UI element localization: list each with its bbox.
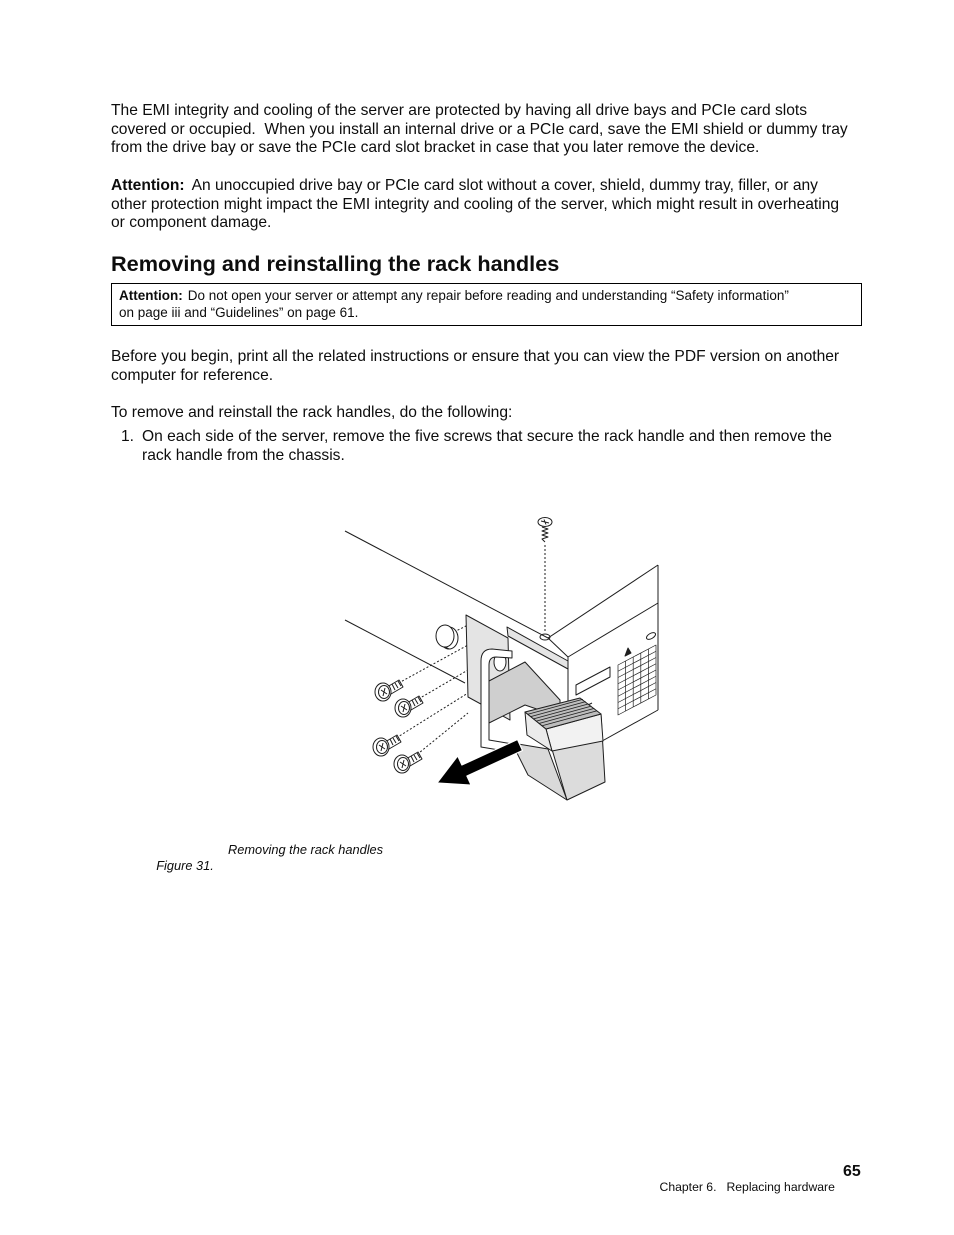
optical-drive-slot: [576, 667, 610, 695]
drive-bay-grid: [618, 645, 656, 715]
text-line: computer for reference.: [111, 366, 274, 384]
attention-text: An unoccupied drive bay or PCIe card slot without a cover, shield, dummy tray, filler, or any: [191, 177, 818, 194]
eject-indicator-icon: [625, 648, 631, 656]
text-line: Before you begin, print all the related instructions or ensure that you can view the PDF version on another: [111, 348, 840, 365]
section-heading: Removing and reinstalling the rack handles: [111, 251, 560, 276]
notice-line: [119, 287, 789, 304]
screw: [375, 680, 403, 701]
text-line: To remove and reinstall the rack handles, do the following:: [111, 404, 513, 421]
chapter-label: Chapter 6.: [659, 1180, 717, 1194]
power-button-icon: [645, 631, 656, 641]
notice-line: on page iii and “Guidelines” on page 61.: [119, 305, 359, 320]
removal-direction-arrow-icon: [437, 740, 523, 786]
bezel-top-edge: [568, 603, 658, 657]
rubber-plug: [436, 625, 458, 649]
top-screw: [538, 518, 552, 641]
figure-label: Figure 31.: [156, 858, 214, 873]
attention-paragraph: [111, 177, 839, 233]
text-line: from the drive bay or save the PCIe card slot bracket in case that you later remove the device.: [111, 139, 760, 157]
page-number: 65: [843, 1163, 861, 1180]
screw: [394, 752, 422, 773]
text-line: covered or occupied. When you install an internal drive or a PCIe card, save the EMI shield or dummy tray: [111, 120, 848, 138]
rack-handle-removal-illustration: [340, 505, 670, 805]
attention-notice-box: [111, 283, 862, 326]
text-line: other protection might impact the EMI integrity and cooling of the server, which might result in overheating: [111, 195, 840, 213]
emi-paragraph: [111, 102, 848, 158]
figure-title: Removing the rack handles: [228, 842, 384, 857]
chapter-title: Replacing hardware: [726, 1180, 835, 1194]
screw-thread: [542, 527, 548, 542]
chassis-top-left-edge: [345, 531, 548, 638]
screw: [395, 696, 423, 717]
screw-guide-lines: [393, 625, 468, 757]
notice-text: Do not open your server or attempt any repair before reading and understanding “Safety information”: [187, 288, 789, 303]
text-line: or component damage.: [111, 214, 272, 232]
rack-handle: [466, 615, 605, 800]
screw-hole: [540, 634, 550, 640]
text-line: On each side of the server, remove the five screws that secure the rack handle and then remove the: [142, 428, 832, 445]
step-text: [142, 428, 832, 465]
text-line: rack handle from the chassis.: [142, 446, 345, 464]
chassis-front-top-edge: [548, 565, 658, 638]
step-number: 1.: [121, 428, 135, 445]
figure-caption: [142, 842, 442, 873]
footer-chapter: [646, 1166, 835, 1208]
attention-label: Attention:: [111, 177, 185, 194]
text-line: [111, 177, 839, 196]
procedure-intro: [111, 404, 512, 423]
text-line: The EMI integrity and cooling of the server are protected by having all drive bays and PCIe card slots: [111, 102, 808, 119]
screw: [373, 735, 401, 756]
notice-label: Attention:: [119, 288, 183, 303]
before-you-begin-paragraph: [111, 348, 839, 385]
step-item: [121, 428, 861, 466]
